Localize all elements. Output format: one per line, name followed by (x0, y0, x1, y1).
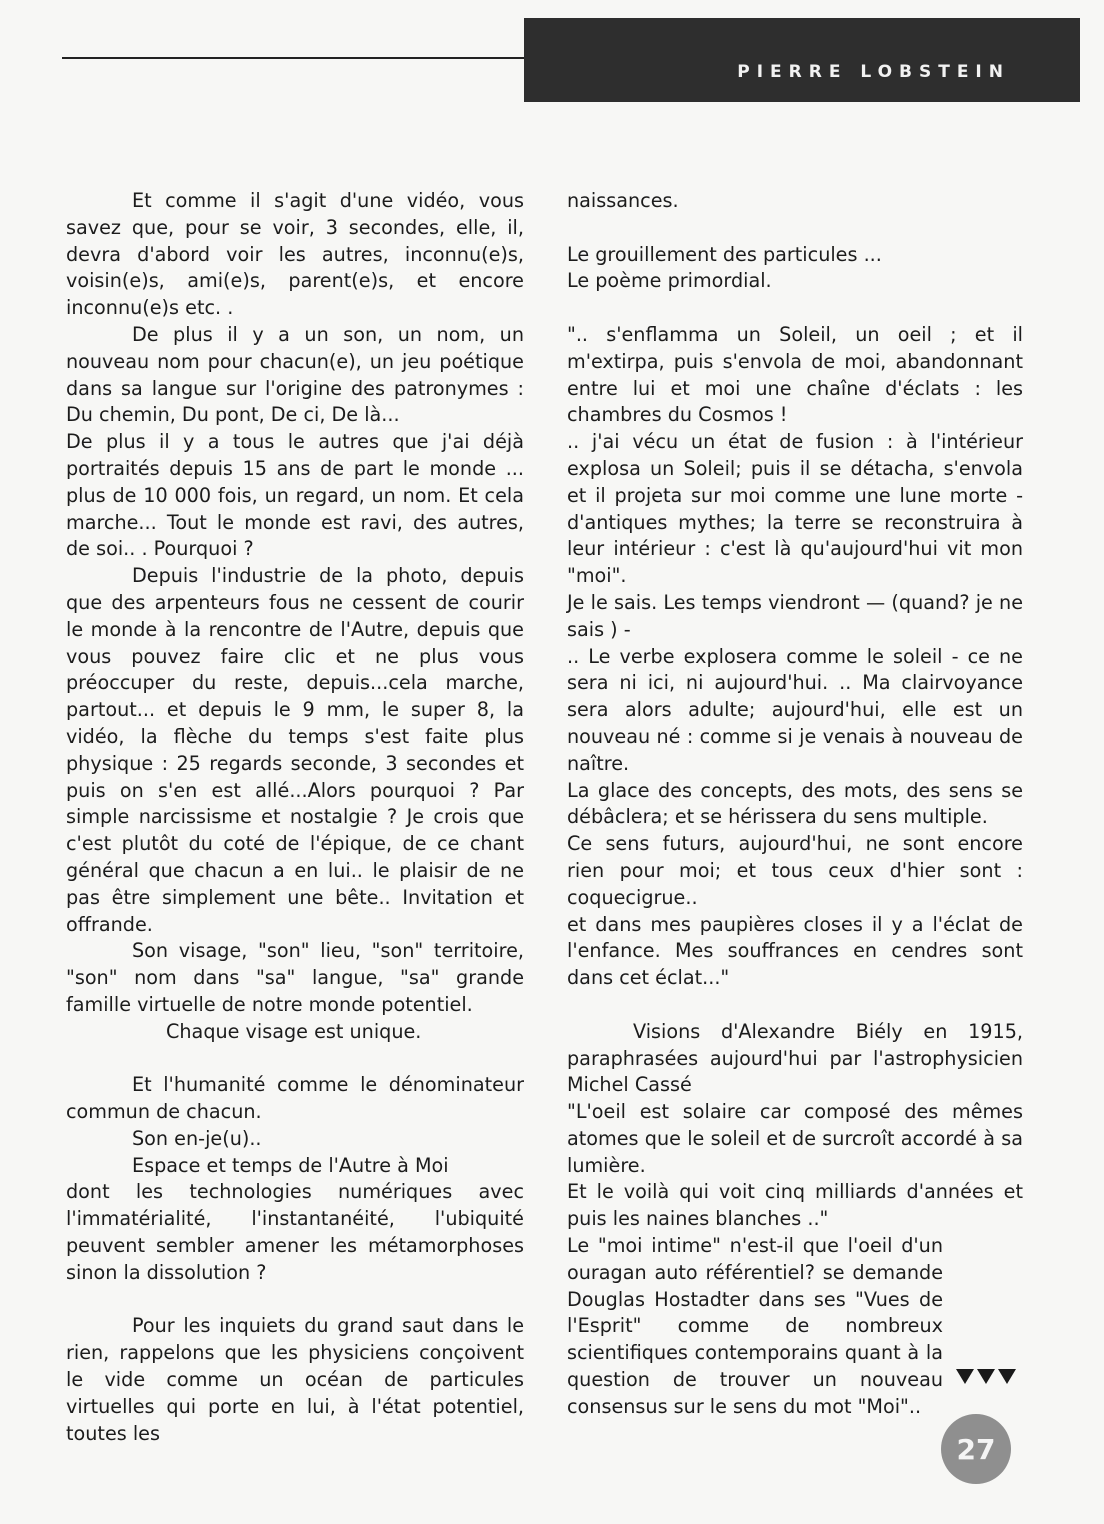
paragraph: Pour les inquiets du grand saut dans le rien, rappelons que les physiciens conçoivent le vide comme un océan de particules virtuelles qui porte en lui, à l'état potentiel, toutes les (66, 1314, 524, 1445)
left-column (66, 188, 524, 1447)
author-name: PIERRE LOBSTEIN (737, 62, 1010, 82)
paragraph: De plus il y a un son, un nom, un nouveau nom pour chacun(e), un jeu poétique dans sa langue sur l'origine des patronymes : Du chemin, Du pont, De ci, De là... (66, 322, 524, 427)
paragraph: Depuis l'industrie de la photo, depuis que des arpenteurs fous ne cessent de courir le monde à la rencontre de l'Autre, depuis que vous pouvez faire clic et ne plus vous préoccuper du reste, depuis...cela marche, partout... et depuis le 9 mm, le super 8, la vidéo, la flèche du temps s'est faite plus physique : 25 regards seconde, 3 secondes et puis on s'en est allé...Alors pourquoi ? Par simple narcissisme et nostalgie ? Je crois que c'est plutôt du coté de l'épique, de ce chant général que chacun a en lui.. le plaisir de ne pas être simplement une bête.. Invitation et offrande. (66, 564, 524, 936)
paragraph: Espace et temps de l'Autre à Moi (132, 1153, 449, 1177)
paragraph: naissances. (567, 189, 679, 212)
citation-paragraph: Visions d'Alexandre Biély en 1915, paraphrasées aujourd'hui par l'astrophysicien Michel Cassé (567, 1019, 1023, 1097)
paragraph: Et comme il s'agit d'une vidéo, vous savez que, pour se voir, 3 secondes, elle, il, devra d'abord voir les autres, inconnu(e)s, voisin(e)s, ami(e)s, parent(e)s, et encore inconnu(e)s etc. . (66, 189, 524, 320)
triangle-icon (977, 1369, 995, 1384)
paragraph: Chaque visage est unique. (166, 1019, 422, 1043)
quote-paragraph: .. Le verbe explosera comme le soleil - ce ne sera ni ici, ni aujourd'hui. .. Ma clairvoyance sera alors adulte; aujourd'hui, elle est un nouveau né : comme si je venais à nouveau de naître. (567, 644, 1023, 775)
quote-paragraph: ".. s'enflamma un Soleil, un oeil ; et il m'extirpa, puis s'envola de moi, abandonnant entre lui et moi une chaîne d'éclats : les chambres du Cosmos ! (567, 322, 1023, 427)
paragraph: Le grouillement des particules ... (567, 242, 882, 266)
paragraph: Et l'humanité comme le dénominateur commun de chacun. (66, 1073, 524, 1124)
quote-paragraph: Je le sais. Les temps viendront — (quand? je ne sais ) - (567, 590, 1023, 641)
paragraph: Son en-je(u).. (132, 1126, 262, 1150)
quote-paragraph: La glace des concepts, des mots, des sens se débâclera; et se hérissera du sens multiple. (567, 778, 1023, 829)
paragraph: dont les technologies numériques avec l'immatérialité, l'instantanéité, l'ubiquité peuvent sembler amener les métamorphoses sinon la dissolution ? (66, 1180, 524, 1284)
quote-paragraph: Et le voilà qui voit cinq milliards d'années et puis les naines blanches .." (567, 1180, 1023, 1231)
page-number-badge (941, 1414, 1011, 1484)
quote-paragraph: "L'oeil est solaire car composé des mêmes atomes que le soleil et de surcroît accordé à sa lumière. (567, 1100, 1023, 1177)
right-column (567, 188, 1023, 1421)
quote-paragraph: Ce sens futurs, aujourd'hui, ne sont encore rien pour moi; et tous ceux d'hier sont : coquecigrue.. (567, 832, 1023, 909)
paragraph: Le poème primordial. (567, 269, 772, 293)
paragraph: De plus il y a tous le autres que j'ai déjà portraités depuis 15 ans de part le monde ... plus de 10 000 fois, un regard, un nom. Et cela marche... Tout le monde est ravi, des autres, de soi.. . Pourquoi ? (66, 430, 524, 561)
triangle-icon (998, 1369, 1016, 1384)
quote-paragraph: .. j'ai vécu un état de fusion : à l'intérieur explosa un Soleil; puis il se détacha, s'envola et il projeta sur moi comme une lune morte - d'antiques mythes; la terre se reconstruira à leur intérieur : c'est là qu'aujourd'hui vit mon "moi". (567, 430, 1023, 588)
header-banner (524, 18, 1080, 102)
header-rule (62, 57, 526, 59)
end-mark-triangles (956, 1369, 1016, 1384)
triangle-icon (956, 1369, 974, 1384)
quote-paragraph: et dans mes paupières closes il y a l'éclat de l'enfance. Mes souffrances en cendres sont dans cet éclat..." (567, 912, 1023, 990)
paragraph: Son visage, "son" lieu, "son" territoire, "son" nom dans "sa" langue, "sa" grande famille virtuelle de notre monde potentiel. (66, 939, 524, 1016)
paragraph: Le "moi intime" n'est-il que l'oeil d'un ouragan auto référentiel? se demande Douglas Hostadter dans ses "Vues de l'Esprit" comme de nombreux scientifiques contemporains quant à la question de trouver un nouveau consensus sur le sens du mot "Moi".. (567, 1234, 943, 1418)
page-number: 27 (956, 1432, 996, 1466)
